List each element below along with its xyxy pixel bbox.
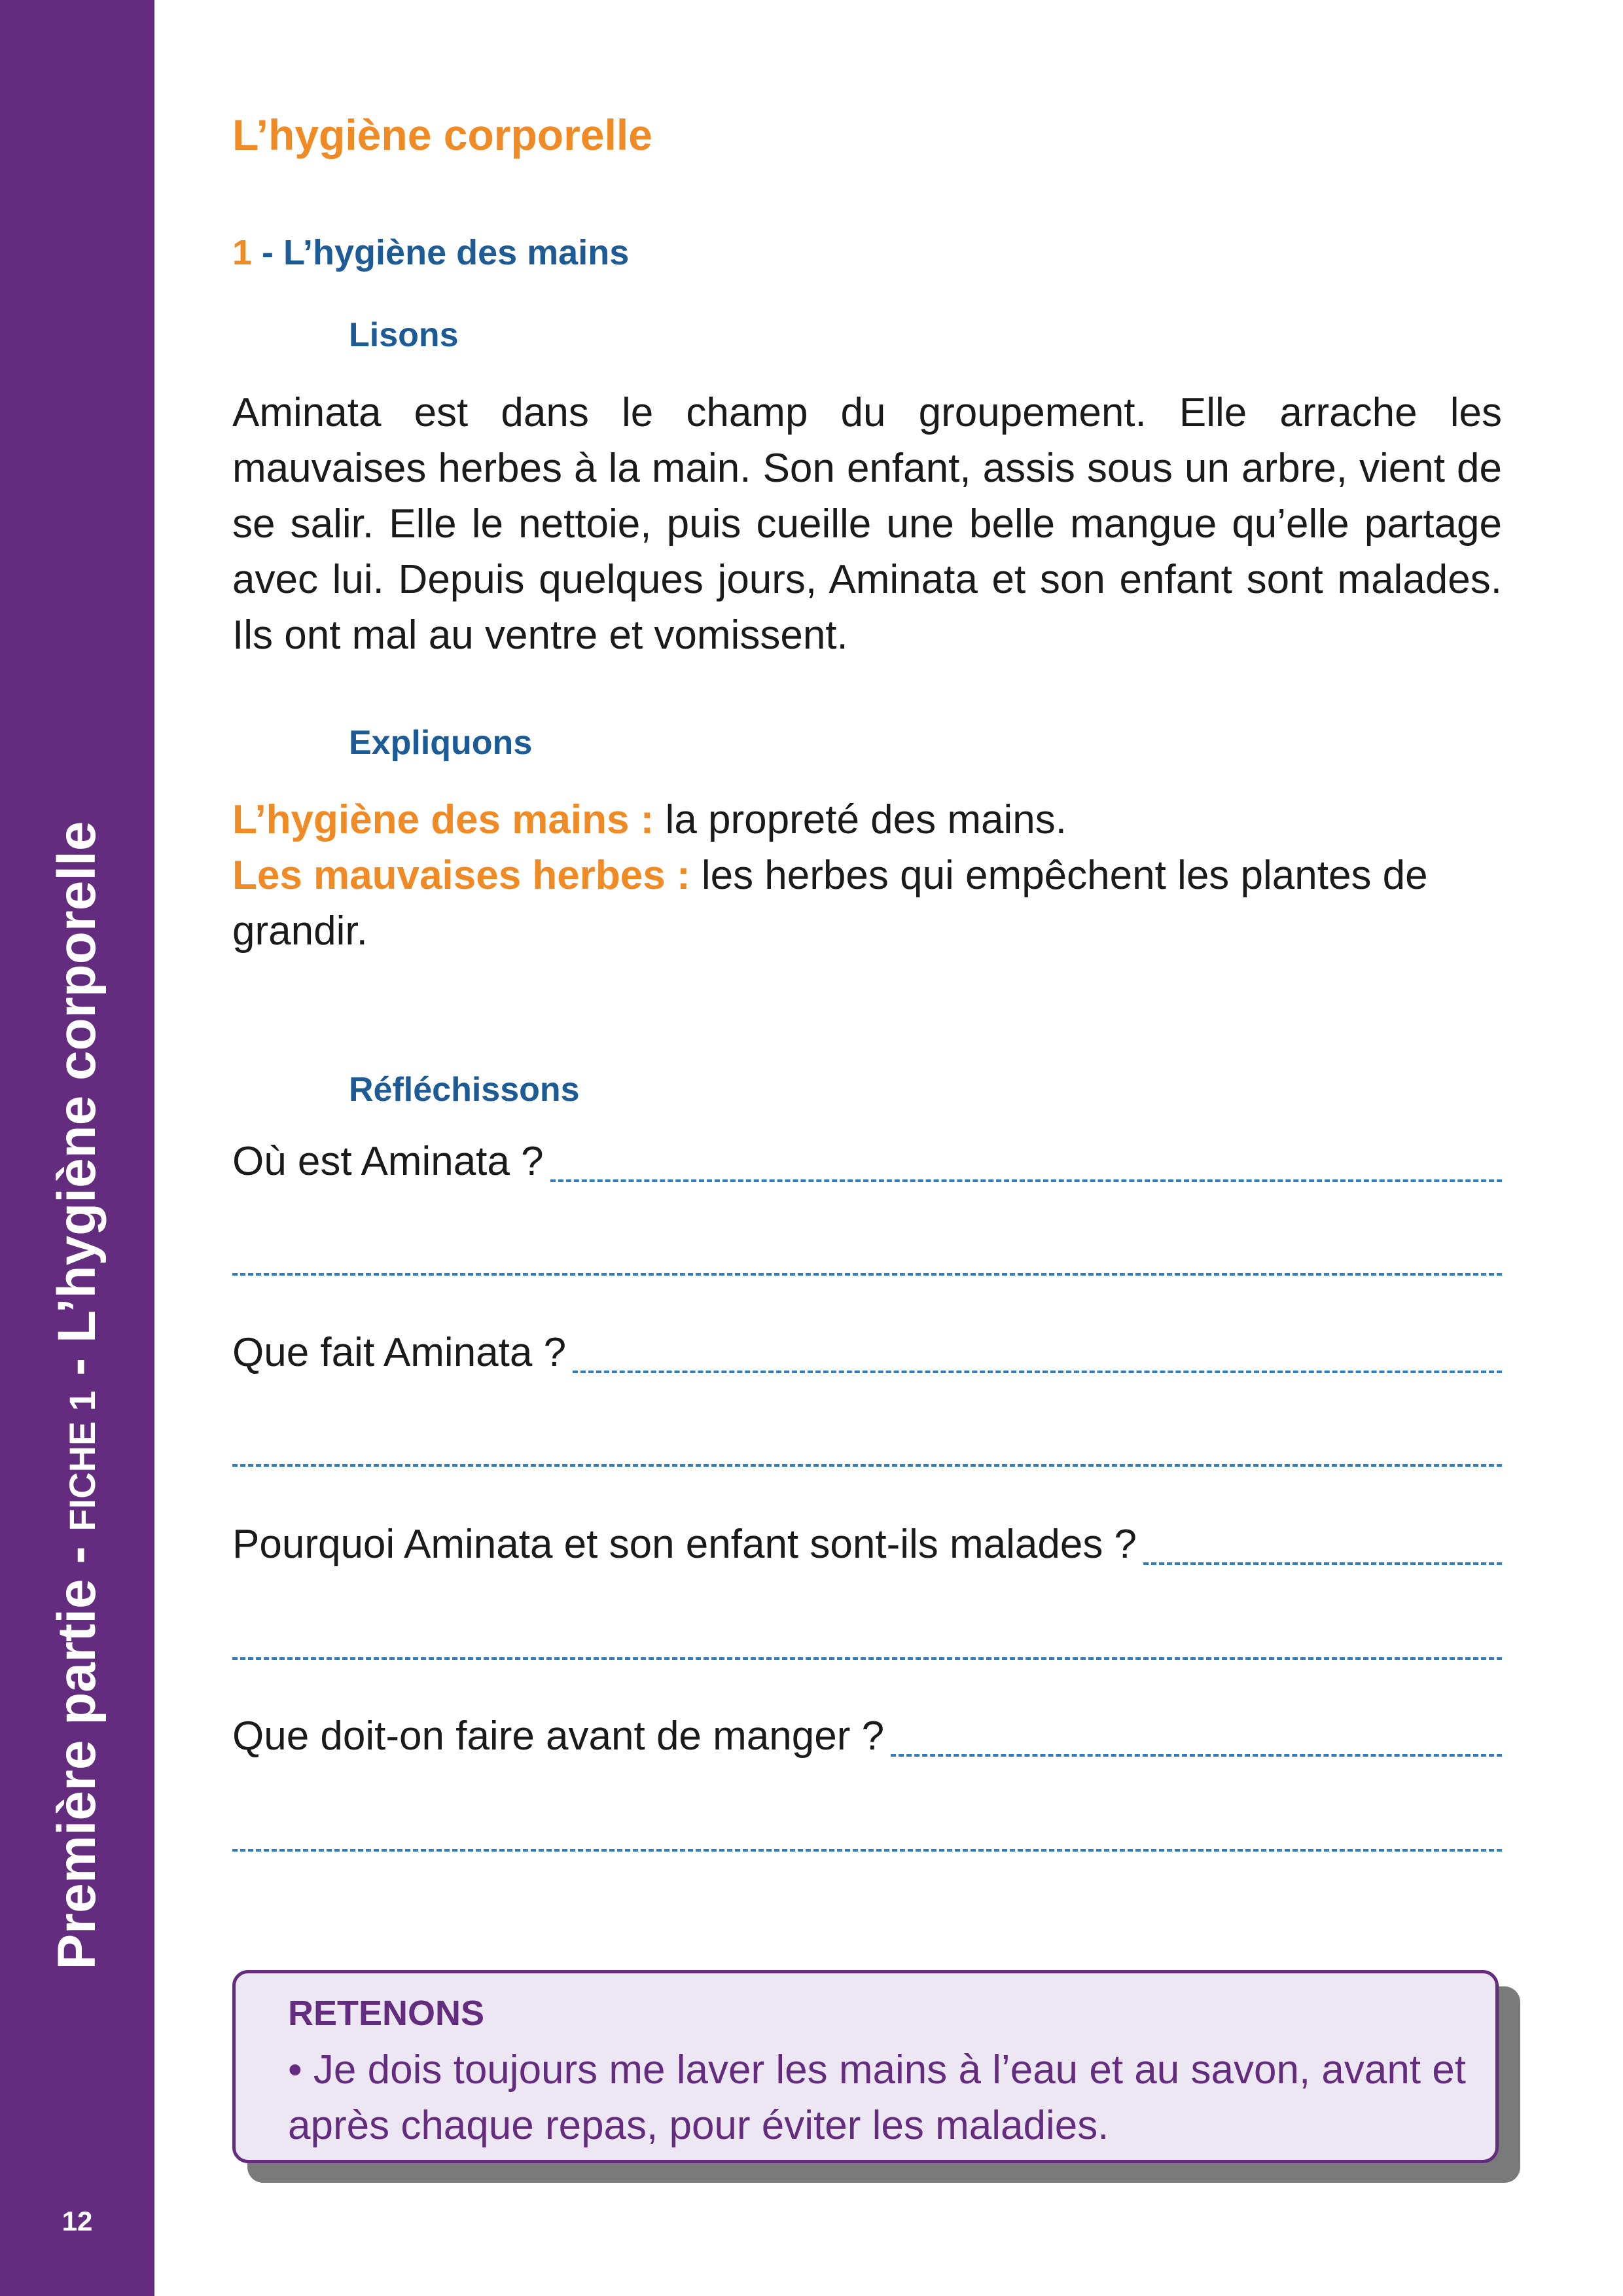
retenons-heading: RETENONS (288, 1994, 485, 2033)
page-title: L’hygiène corporelle (232, 111, 652, 159)
sidebar-fiche-label: FICHE 1 (62, 1390, 103, 1532)
section-label: - L’hygiène des mains (252, 233, 630, 272)
question-text: Que doit-on faire avant de manger ? (232, 1713, 885, 1759)
answer-line[interactable] (550, 1179, 1502, 1182)
retenons-box (232, 1970, 1499, 2163)
section-title (232, 232, 629, 273)
definition-term: Les mauvaises herbes : (232, 853, 690, 898)
lisons-text: Aminata est dans le champ du groupement. Elle arrache les mauvaises herbes à la main. Son enfant, assis sous un arbre, vient de se salir. Elle le nettoie, puis cueille une belle mangue qu’elle partage avec lui. Depuis quelques jours, Aminata et son enfant sont malades. Ils ont mal au ventre et vomissent. (232, 390, 1502, 658)
question-text: Pourquoi Aminata et son enfant sont-ils malades ? (232, 1522, 1137, 1567)
definition-term: L’hygiène des mains : (232, 797, 654, 842)
sidebar-title (46, 821, 108, 1969)
answer-line[interactable] (232, 1849, 1502, 1852)
sidebar-part-label: Première partie - (47, 1531, 107, 1970)
question-text: Où est Aminata ? (232, 1139, 544, 1184)
definition-text: les herbes qui empêchent les plantes de grandir. (232, 853, 1428, 954)
definition-text: la propreté des mains. (654, 797, 1067, 842)
section-number: 1 (232, 233, 253, 272)
retenons-text: • Je dois toujours me laver les mains à l’eau et au savon, avant et après chaque repas, pour éviter les maladies. (288, 2047, 1466, 2148)
sidebar-topic-label: - L’hygiène corporelle (47, 821, 107, 1391)
question-text: Que fait Aminata ? (232, 1330, 567, 1375)
answer-line[interactable] (232, 1657, 1502, 1660)
answer-line[interactable] (891, 1754, 1502, 1757)
expliquons-heading: Expliquons (349, 724, 533, 762)
page-number: 12 (62, 2206, 93, 2236)
answer-line[interactable] (232, 1273, 1502, 1276)
question-row (232, 1317, 1502, 1376)
question-row (232, 1700, 1502, 1759)
definitions (232, 792, 1502, 959)
answer-line[interactable] (1143, 1562, 1502, 1565)
lisons-heading: Lisons (349, 316, 459, 354)
question-row (232, 1126, 1502, 1185)
answer-line[interactable] (232, 1464, 1502, 1467)
question-row (232, 1509, 1502, 1568)
sidebar (0, 0, 154, 2296)
reflechissons-heading: Réfléchissons (349, 1071, 580, 1109)
answer-line[interactable] (573, 1371, 1502, 1373)
